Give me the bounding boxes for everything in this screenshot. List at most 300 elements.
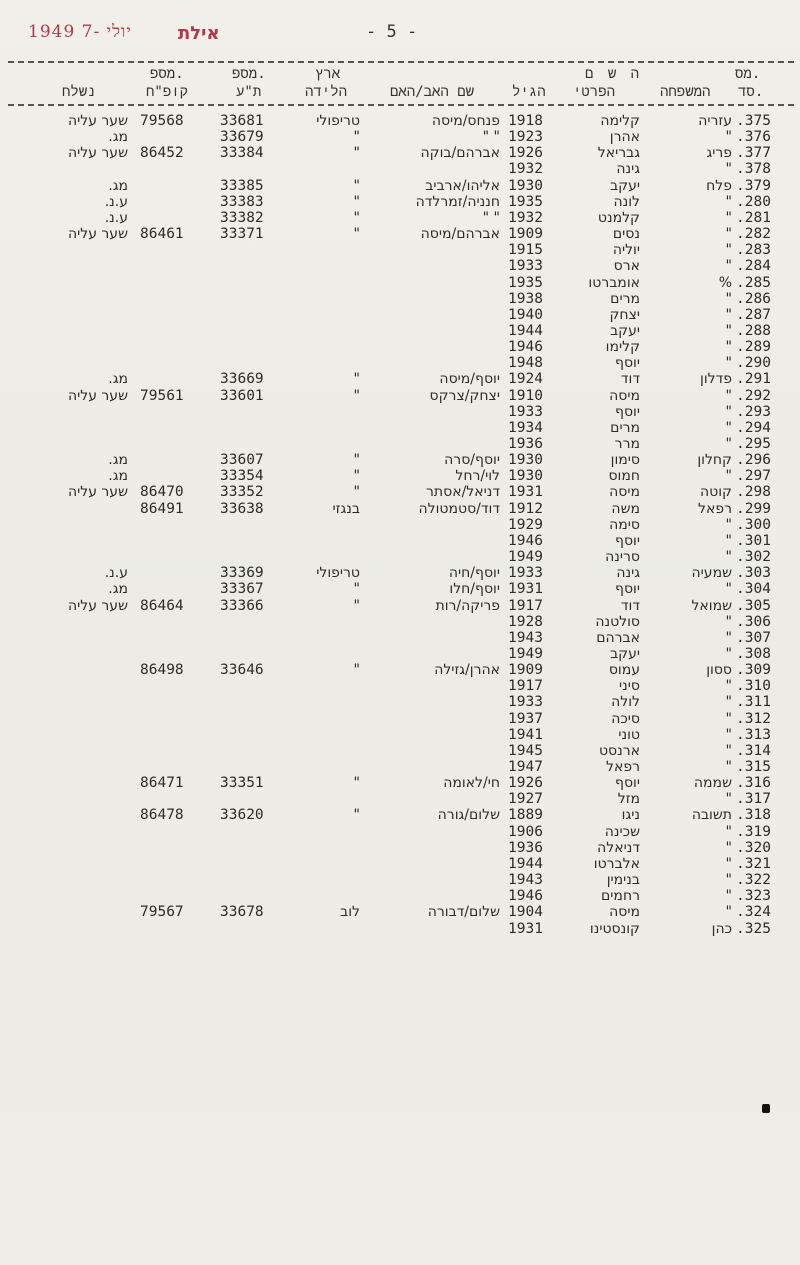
family-name: שממה	[693, 775, 732, 792]
birth-year: 1935	[508, 274, 543, 291]
row-number: .306	[736, 613, 771, 630]
table-row	[0, 145, 800, 161]
table-row	[0, 630, 800, 646]
family-name: "	[725, 419, 732, 436]
first-name: ארנסט	[598, 742, 640, 759]
birth-year: 1924	[508, 371, 543, 388]
birth-year: 1944	[508, 855, 543, 872]
parents-names: פריקה/רות	[435, 597, 500, 614]
first-name: יוליה	[612, 242, 640, 259]
row-number: .282	[736, 226, 771, 243]
first-name: קונסטינו	[589, 920, 640, 937]
table-row	[0, 856, 800, 872]
family-name: "	[725, 161, 732, 178]
first-name: סיכה	[611, 710, 640, 727]
birth-year: 1930	[508, 468, 543, 485]
first-name: יוסף	[615, 355, 640, 372]
birth-year: 1926	[508, 145, 543, 162]
birth-year: 1933	[508, 403, 543, 420]
header-sent: נשלח	[62, 84, 96, 100]
header-country-1: ארץ	[315, 66, 341, 82]
birth-year: 1928	[508, 613, 543, 630]
kupah-number: 79568	[140, 113, 184, 129]
first-name: מרר	[614, 436, 640, 452]
birth-year: 1943	[508, 629, 543, 646]
table-row	[0, 840, 800, 856]
parents-names: דניאל/אסתר	[426, 484, 500, 501]
birth-year: 1927	[508, 791, 543, 808]
table-row	[0, 501, 800, 517]
birth-year: 1926	[508, 775, 543, 792]
id-number: 33678	[220, 904, 264, 921]
table-row	[0, 258, 800, 274]
birth-year: 1936	[508, 839, 543, 856]
sent-to: שער עליה	[67, 145, 128, 162]
family-name: כהן	[711, 920, 732, 937]
header-first: הפרטי	[573, 84, 616, 100]
birth-country: "	[353, 145, 360, 162]
parents-names: דוד/סטמטולה	[418, 500, 500, 517]
row-number: .294	[736, 419, 771, 436]
first-name: סולטנה	[595, 613, 640, 630]
row-number: .291	[736, 371, 771, 388]
first-name: דניאלה	[597, 839, 640, 856]
row-number: .310	[736, 678, 771, 695]
first-name: אהרן	[609, 129, 640, 146]
family-name: "	[725, 403, 732, 420]
birth-year: 1917	[508, 678, 543, 695]
table-row	[0, 775, 800, 791]
family-name: "	[725, 549, 732, 566]
row-number: .325	[736, 920, 771, 937]
birth-year: 1941	[508, 726, 543, 743]
id-number: 33601	[220, 387, 264, 404]
parents-names: חנניה/זמרלדה	[415, 193, 500, 210]
table-row	[0, 678, 800, 694]
birth-year: 1931	[508, 920, 543, 937]
row-number: .288	[736, 322, 771, 339]
kupah-number: 86461	[140, 226, 184, 243]
family-name: "	[725, 726, 732, 743]
row-number: .299	[736, 500, 771, 517]
first-name: מזל	[617, 791, 640, 808]
parents-names: יוסף/מיסה	[439, 371, 500, 388]
birth-year: 1933	[508, 565, 543, 582]
family-name: "	[725, 629, 732, 646]
kupah-number: 86471	[140, 775, 184, 792]
first-name: משה	[611, 500, 640, 517]
row-number: .301	[736, 532, 771, 549]
first-name: מרים	[610, 290, 640, 307]
row-number: .289	[736, 339, 771, 356]
first-name: בנימין	[606, 872, 640, 889]
family-name: שמעיה	[691, 565, 732, 582]
family-name: קוטה	[700, 484, 732, 501]
sent-to: מג.	[108, 468, 128, 485]
birth-year: 1946	[508, 339, 543, 356]
table-row	[0, 872, 800, 888]
row-number: .285	[736, 274, 771, 291]
family-name: "	[725, 290, 732, 307]
table-row	[0, 759, 800, 775]
table-row	[0, 711, 800, 727]
parents-names: אברהם/בוקה	[420, 145, 500, 162]
birth-year: 1915	[508, 242, 543, 259]
place-stamp: אילת	[178, 23, 220, 44]
header-name-group: ה ש ם	[585, 66, 643, 82]
header-no-2: סד.	[738, 84, 764, 100]
table-row	[0, 743, 800, 759]
first-name: מיסה	[609, 484, 640, 501]
family-name: "	[725, 226, 732, 243]
family-name: פלח	[706, 177, 732, 194]
birth-country: "	[353, 209, 360, 226]
birth-country: טריפולי	[316, 565, 360, 582]
table-row	[0, 646, 800, 662]
birth-country: בנגזי	[332, 500, 360, 517]
ink-mark	[762, 1104, 770, 1113]
first-name: יוסף	[615, 532, 640, 549]
kupah-number: 86464	[140, 597, 184, 614]
first-name: ארס	[613, 258, 640, 275]
first-name: מרים	[610, 419, 640, 436]
parents-names: פנחס/מיסה	[431, 113, 500, 129]
family-name: "	[725, 872, 732, 889]
first-name: רחמים	[601, 888, 640, 905]
birth-country: "	[353, 177, 360, 194]
table-row	[0, 113, 800, 129]
row-number: .287	[736, 306, 771, 323]
birth-year: 1938	[508, 290, 543, 307]
row-number: .323	[736, 888, 771, 905]
header-kupah-1: מספ.	[150, 66, 184, 82]
id-number: 33354	[220, 468, 264, 485]
table-row	[0, 242, 800, 258]
table-row	[0, 129, 800, 145]
sent-to: ע.נ.	[104, 209, 128, 226]
row-number: .318	[736, 807, 771, 824]
first-name: אברהם	[596, 629, 640, 646]
row-number: .317	[736, 791, 771, 808]
parents-names: אברהם/מיסה	[420, 226, 500, 243]
parents-names: לוי/רחל	[455, 468, 500, 485]
first-name: מיסה	[609, 904, 640, 921]
birth-country: "	[353, 387, 360, 404]
row-number: .316	[736, 775, 771, 792]
family-name: "	[725, 242, 732, 259]
first-name: מיסה	[609, 387, 640, 404]
birth-year: 1912	[508, 500, 543, 517]
sent-to: מג.	[108, 371, 128, 388]
id-number: 33669	[220, 371, 264, 388]
first-name: עמוס	[608, 662, 640, 679]
id-number: 33620	[220, 807, 264, 824]
table-row	[0, 275, 800, 291]
first-name: לולה	[611, 694, 640, 711]
birth-year: 1946	[508, 532, 543, 549]
first-name: יצחק	[609, 306, 640, 323]
sent-to: מג.	[108, 452, 128, 469]
sent-to: שער עליה	[67, 113, 128, 129]
header-no-1: מס.	[735, 66, 761, 82]
header-country-2: הלידה	[305, 84, 348, 100]
birth-year: 1944	[508, 322, 543, 339]
family-name: "	[725, 839, 732, 856]
birth-year: 1923	[508, 129, 543, 146]
parents-names: " "	[482, 209, 500, 226]
parents-names: יצחק/צרקס	[429, 387, 500, 404]
row-number: .324	[736, 904, 771, 921]
parents-names: יוסף/סרה	[444, 452, 500, 469]
birth-year: 1932	[508, 161, 543, 178]
first-name: סימון	[610, 452, 640, 469]
table-row	[0, 452, 800, 468]
row-number: .313	[736, 726, 771, 743]
family-name: "	[725, 306, 732, 323]
birth-year: 1930	[508, 452, 543, 469]
first-name: יעקב	[610, 645, 640, 662]
row-number: .376	[736, 129, 771, 146]
first-name: גינה	[616, 161, 640, 178]
birth-year: 1945	[508, 742, 543, 759]
row-number: .302	[736, 549, 771, 566]
kupah-number: 86452	[140, 145, 184, 162]
table-row	[0, 388, 800, 404]
row-number: .378	[736, 161, 771, 178]
row-number: .283	[736, 242, 771, 259]
family-name: "	[725, 791, 732, 808]
row-number: .303	[736, 565, 771, 582]
family-name: "	[725, 436, 732, 452]
table-row	[0, 420, 800, 436]
row-number: .315	[736, 759, 771, 775]
header-te-2: ת"ע	[236, 84, 262, 100]
row-number: .379	[736, 177, 771, 194]
table-row	[0, 921, 800, 937]
table-row	[0, 404, 800, 420]
birth-year: 1917	[508, 597, 543, 614]
family-name: ססון	[706, 662, 732, 679]
first-name: סימה	[609, 516, 640, 533]
birth-year: 1918	[508, 113, 543, 129]
sent-to: שער עליה	[67, 484, 128, 501]
first-name: שכינה	[604, 823, 640, 840]
family-name: %	[718, 274, 732, 291]
table-row	[0, 598, 800, 614]
id-number: 33607	[220, 452, 264, 469]
family-name: "	[725, 710, 732, 727]
table-row	[0, 727, 800, 743]
table-row	[0, 549, 800, 565]
header-family: המשפחה	[660, 84, 711, 100]
header-kupah-2: קופ"ח	[146, 84, 189, 100]
id-number: 33351	[220, 775, 264, 792]
first-name: ניגו	[621, 807, 640, 824]
sent-to: מג.	[108, 177, 128, 194]
header-te-1: מספ.	[232, 66, 266, 82]
birth-country: "	[353, 193, 360, 210]
id-number: 33352	[220, 484, 264, 501]
row-number: .375	[736, 113, 771, 129]
first-name: טוני	[618, 726, 640, 743]
birth-year: 1935	[508, 193, 543, 210]
birth-year: 1933	[508, 258, 543, 275]
parents-names: יוסף/חלו	[449, 581, 500, 598]
id-number: 33679	[220, 129, 264, 146]
table-row	[0, 888, 800, 904]
family-name: "	[725, 355, 732, 372]
family-name: "	[725, 129, 732, 146]
birth-year: 1904	[508, 904, 543, 921]
family-name: "	[725, 645, 732, 662]
birth-year: 1931	[508, 484, 543, 501]
birth-country: "	[353, 581, 360, 598]
family-name: תשובה	[691, 807, 732, 824]
table-row	[0, 791, 800, 807]
parents-names: חי/לאומה	[443, 775, 500, 792]
birth-year: 1889	[508, 807, 543, 824]
birth-year: 1932	[508, 209, 543, 226]
parents-names: יוסף/חיה	[448, 565, 500, 582]
header-parents: שם האב/האם	[390, 84, 475, 100]
first-name: סרינה	[605, 549, 640, 566]
birth-year: 1948	[508, 355, 543, 372]
table-row	[0, 323, 800, 339]
table-row	[0, 517, 800, 533]
header-rule-top	[8, 61, 794, 63]
date-stamp: 1949 יולי -7	[28, 22, 132, 42]
sent-to: מג.	[108, 581, 128, 598]
first-name: רפאל	[606, 759, 640, 775]
kupah-number: 79561	[140, 387, 184, 404]
row-number: .300	[736, 516, 771, 533]
table-row	[0, 614, 800, 630]
family-name: "	[725, 855, 732, 872]
family-name: "	[725, 823, 732, 840]
parents-names: " "	[482, 129, 500, 146]
row-number: .298	[736, 484, 771, 501]
family-name: קחלון	[697, 452, 732, 469]
kupah-number: 86478	[140, 807, 184, 824]
id-number: 33366	[220, 597, 264, 614]
table-row	[0, 565, 800, 581]
id-number: 33369	[220, 565, 264, 582]
row-number: .377	[736, 145, 771, 162]
birth-country: "	[353, 452, 360, 469]
birth-country: "	[353, 662, 360, 679]
family-name: "	[725, 193, 732, 210]
row-number: .321	[736, 855, 771, 872]
birth-year: 1929	[508, 516, 543, 533]
table-row	[0, 662, 800, 678]
table-row	[0, 355, 800, 371]
table-row	[0, 533, 800, 549]
first-name: דוד	[620, 597, 640, 614]
row-number: .309	[736, 662, 771, 679]
birth-year: 1909	[508, 226, 543, 243]
birth-year: 1937	[508, 710, 543, 727]
family-name: "	[725, 258, 732, 275]
sent-to: ע.נ.	[104, 565, 128, 582]
table-row	[0, 161, 800, 177]
kupah-number: 86470	[140, 484, 184, 501]
first-name: קלימו	[605, 339, 640, 356]
table-row	[0, 371, 800, 387]
birth-country: "	[353, 226, 360, 243]
id-number: 33383	[220, 193, 264, 210]
family-name: "	[725, 613, 732, 630]
row-number: .307	[736, 629, 771, 646]
sent-to: ע.נ.	[104, 193, 128, 210]
first-name: יוסף	[615, 581, 640, 598]
first-name: גבריאל	[597, 145, 640, 162]
id-number: 33646	[220, 662, 264, 679]
family-name: עזריה	[698, 113, 732, 129]
row-number: .290	[736, 355, 771, 372]
family-name: "	[725, 581, 732, 598]
row-number: .286	[736, 290, 771, 307]
family-name: "	[725, 532, 732, 549]
birth-year: 1936	[508, 436, 543, 452]
id-number: 33382	[220, 209, 264, 226]
table-row	[0, 291, 800, 307]
first-name: אומברטו	[588, 274, 640, 291]
birth-country: טריפולי	[316, 113, 360, 129]
birth-year: 1930	[508, 177, 543, 194]
id-number: 33384	[220, 145, 264, 162]
family-name: "	[725, 339, 732, 356]
row-number: .312	[736, 710, 771, 727]
row-number: .322	[736, 872, 771, 889]
kupah-number: 86498	[140, 662, 184, 679]
birth-year: 1943	[508, 872, 543, 889]
row-number: .295	[736, 436, 771, 452]
first-name: יוסף	[615, 775, 640, 792]
table-row	[0, 468, 800, 484]
id-number: 33367	[220, 581, 264, 598]
first-name: סיני	[619, 678, 640, 695]
family-name: "	[725, 468, 732, 485]
sent-to: שער עליה	[67, 226, 128, 243]
family-name: "	[725, 387, 732, 404]
parents-names: אליהו/ארביב	[425, 177, 500, 194]
birth-country: "	[353, 484, 360, 501]
table-row	[0, 194, 800, 210]
birth-year: 1946	[508, 888, 543, 905]
first-name: לונה	[613, 193, 640, 210]
table-row	[0, 807, 800, 823]
row-number: .292	[736, 387, 771, 404]
table-row	[0, 226, 800, 242]
row-number: .319	[736, 823, 771, 840]
table-row	[0, 904, 800, 920]
family-name: פריג	[706, 145, 732, 162]
row-number: .304	[736, 581, 771, 598]
family-name: "	[725, 904, 732, 921]
row-number: .320	[736, 839, 771, 856]
parents-names: אהרן/גזילה	[434, 662, 500, 679]
row-number: .308	[736, 645, 771, 662]
sent-to: שער עליה	[67, 387, 128, 404]
first-name: אלברטו	[593, 855, 640, 872]
birth-country: "	[353, 468, 360, 485]
kupah-number: 79567	[140, 904, 184, 921]
first-name: יעקב	[610, 322, 640, 339]
parents-names: שלום/דבורה	[427, 904, 500, 921]
birth-year: 1949	[508, 645, 543, 662]
kupah-number: 86491	[140, 500, 184, 517]
sent-to: מג.	[108, 129, 128, 146]
